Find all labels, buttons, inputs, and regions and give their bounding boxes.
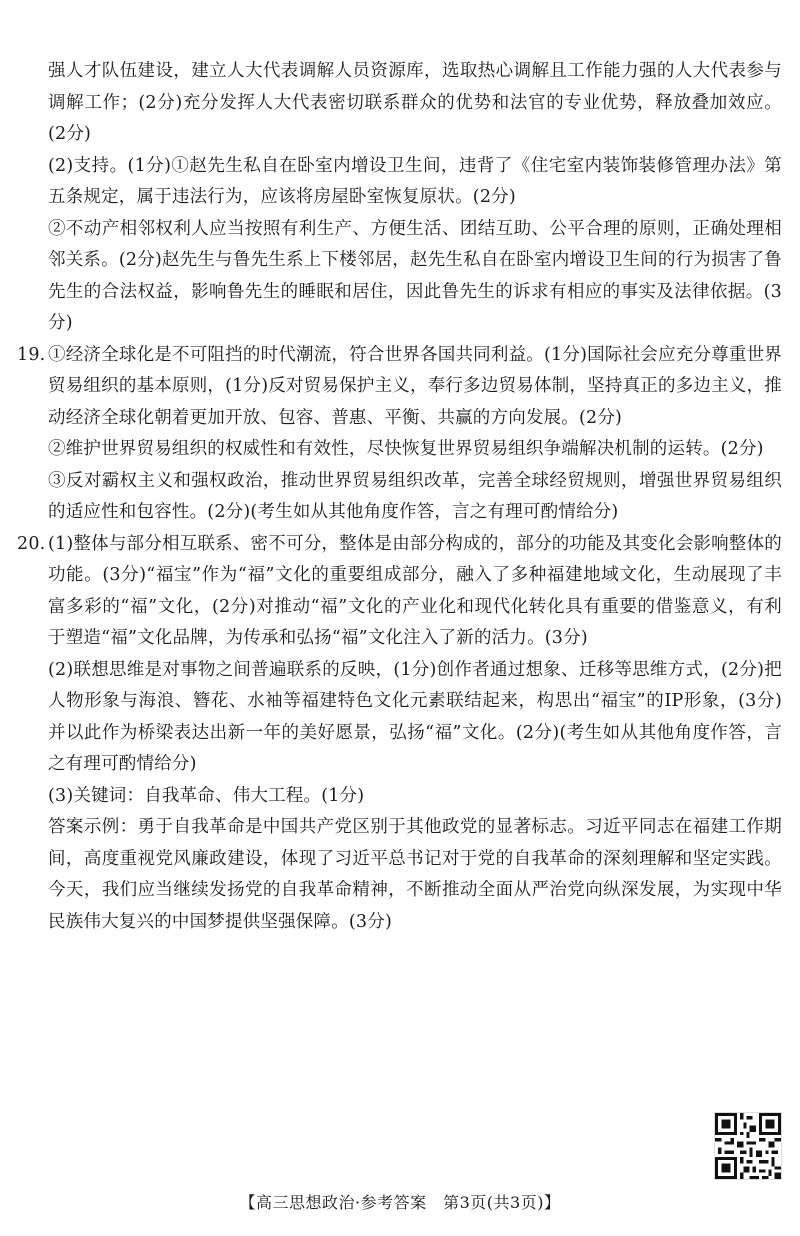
q19-point1: ①经济全球化是不可阻挡的时代潮流，符合世界各国共同利益。(1分)国际社会应充分尊重世界贸易组织的基本原则，(1分)反对贸易保护主义，奉行多边贸易体制，坚持真正的多边主义，推动经济全球化朝着更加开放、包容、普惠、平衡、共赢的方向发展。(2分) xyxy=(48,344,782,428)
q20-answer-example: 答案示例：勇于自我革命是中国共产党区别于其他政党的显著标志。习近平同志在福建工作期间，高度重视党风廉政建设，体现了习近平总书记对于党的自我革命的深刻理解和坚定实践。今天，我们应当继续发扬党的自我革命精神，不断推动全面从严治党向纵深发展，为实现中华民族伟大复兴的中国梦提供坚强保障。(3分) xyxy=(48,817,782,932)
q19-point3: ③反对霸权主义和强权政治，推动世界贸易组织改革，完善全球经贸规则，增强世界贸易组织的适应性和包容性。(2分)(考生如从其他角度作答，言之有理可酌情给分) xyxy=(48,470,782,522)
qr-code-icon xyxy=(714,1112,782,1180)
question-19-number: 19. xyxy=(17,344,46,365)
q20-part3: (3)关键词：自我革命、伟大工程。(1分) xyxy=(48,785,365,806)
q20-part2: (2)联想思维是对事物之间普遍联系的反映，(1分)创作者通过想象、迁移等思维方式，(2分)把人物形象与海浪、簪花、水袖等福建特色文化元素联结起来，构思出“福宝”的IP形象，(3分)并以此作为桥梁表达出新一年的美好愿景，弘扬“福”文化。(2分)(考生如从其他角度作答，言之有理可酌情给分) xyxy=(48,659,782,774)
q19-point2: ②维护世界贸易组织的权威性和有效性，尽快恢复世界贸易组织争端解决机制的运转。(2分) xyxy=(48,439,764,459)
question-20-number: 20. xyxy=(17,533,46,554)
q20-part1: (1)整体与部分相互联系、密不可分，整体是由部分构成的，部分的功能及其变化会影响整体的功能。(3分)“福宝”作为“福”文化的重要组成部分，融入了多种福建地域文化，生动展现了丰富多彩的“福”文化，(2分)对推动“福”文化的产业化和现代化转化具有重要的借鉴意义，有利于塑造“福”文化品牌，为传承和弘扬“福”文化注入了新的活力。(3分) xyxy=(48,533,782,648)
page-footer: 【高三思想政治·参考答案 第3页(共3页)】 xyxy=(239,1193,561,1212)
q18-part2-point1: (2)支持。(1分)①赵先生私自在卧室内增设卫生间，违背了《住宅室内装饰装修管理办法》第五条规定，属于违法行为，应该将房屋卧室恢复原状。(2分) xyxy=(48,155,782,207)
answer-content xyxy=(17,56,782,938)
question-19 xyxy=(17,340,782,435)
q18-part1-tail: 强人才队伍建设，建立人大代表调解人员资源库，选取热心调解且工作能力强的人大代表参与调解工作；(2分)充分发挥人大代表密切联系群众的优势和法官的专业优势，释放叠加效应。(2分) xyxy=(48,61,782,144)
question-20 xyxy=(17,529,782,655)
q18-part2-point2: ②不动产相邻权利人应当按照有利生产、方便生活、团结互助、公平合理的原则，正确处理相邻关系。(2分)赵先生与鲁先生系上下楼邻居，赵先生私自在卧室内增设卫生间的行为损害了鲁先生的合法权益，影响鲁先生的睡眠和居住，因此鲁先生的诉求有相应的事实及法律依据。(3分) xyxy=(48,218,782,333)
